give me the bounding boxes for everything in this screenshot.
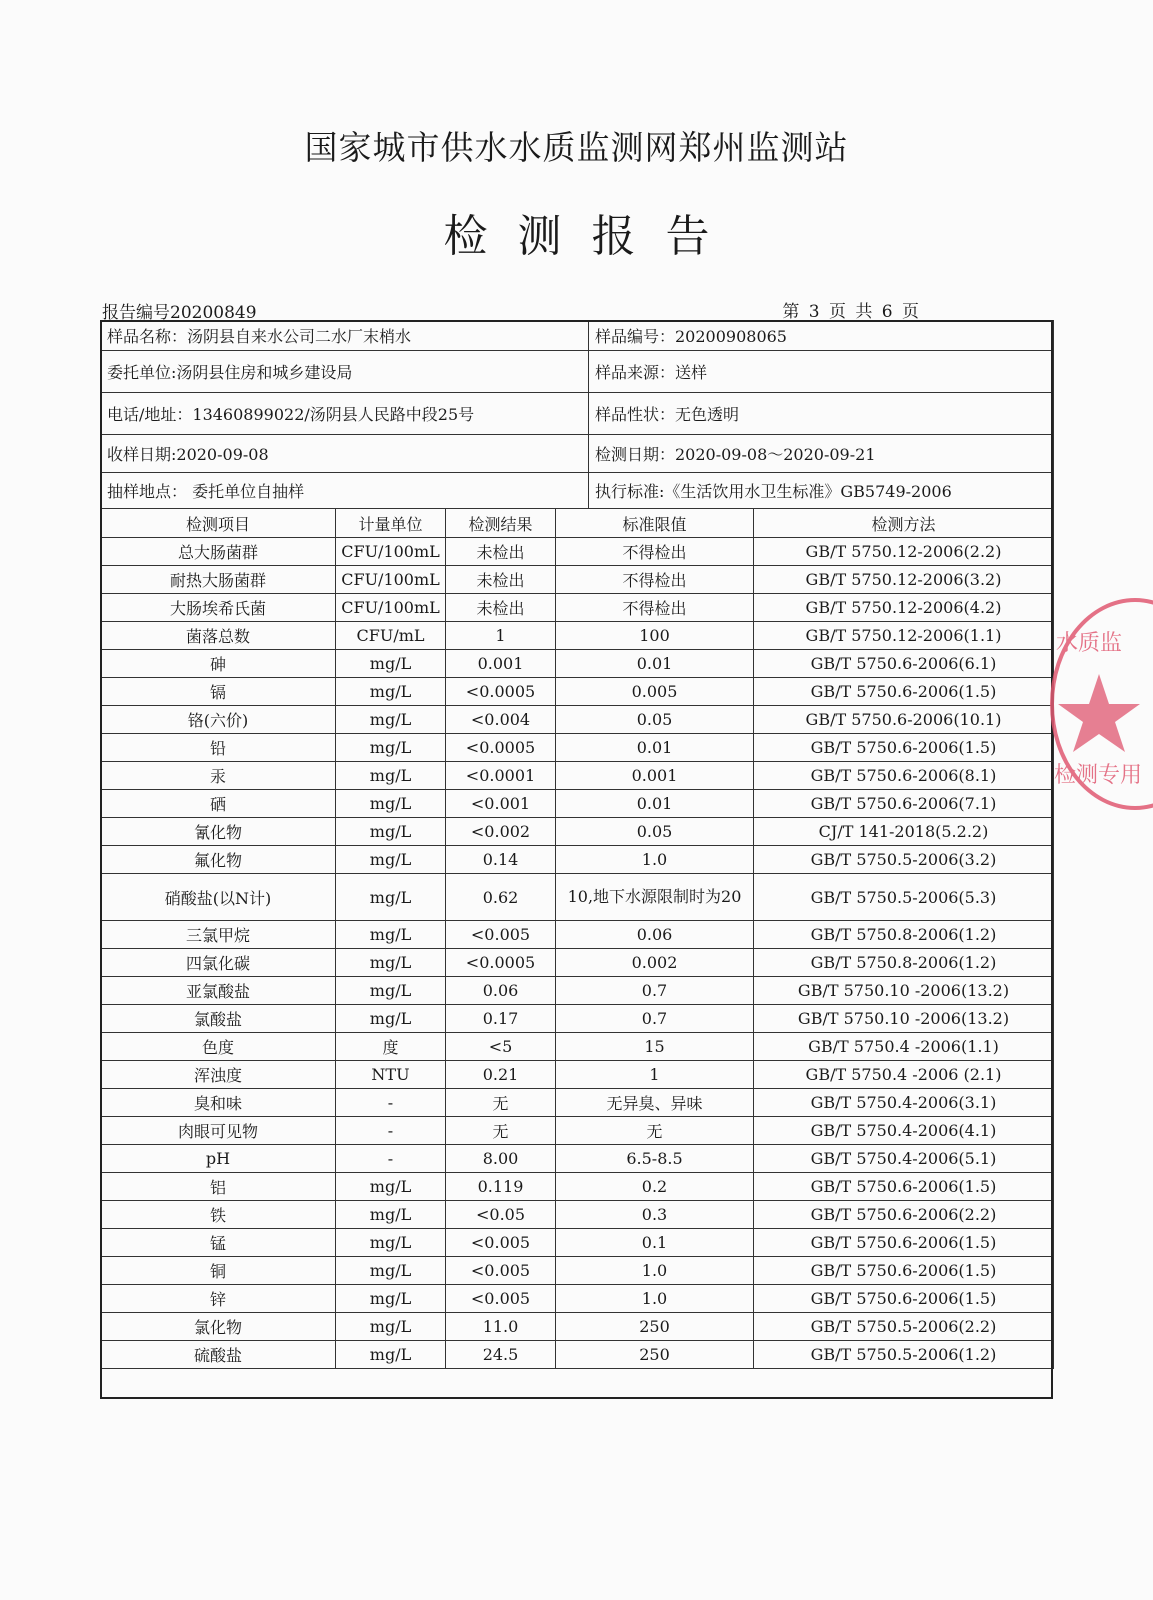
item-name: 菌落总数	[101, 622, 336, 650]
result: 0.62	[446, 874, 556, 921]
method: GB/T 5750.6-2006(7.1)	[754, 790, 1054, 818]
unit: mg/L	[336, 921, 446, 949]
limit: 0.005	[556, 678, 754, 706]
unit: mg/L	[336, 977, 446, 1005]
item-name: 铬(六价)	[101, 706, 336, 734]
item-name: 肉眼可见物	[101, 1117, 336, 1145]
limit: 不得检出	[556, 594, 754, 622]
limit: 0.7	[556, 1005, 754, 1033]
item-name: 镉	[101, 678, 336, 706]
item-name: 色度	[101, 1033, 336, 1061]
method: GB/T 5750.8-2006(1.2)	[754, 921, 1054, 949]
method: GB/T 5750.4 -2006(1.1)	[754, 1033, 1054, 1061]
contact: 电话/地址：13460899022/汤阴县人民路中段25号	[101, 393, 589, 435]
limit: 0.01	[556, 790, 754, 818]
sample-source: 样品来源：送样	[589, 351, 1054, 393]
result: <5	[446, 1033, 556, 1061]
item-name: pH	[101, 1145, 336, 1173]
result: 未检出	[446, 538, 556, 566]
result: 0.001	[446, 650, 556, 678]
limit: 0.05	[556, 706, 754, 734]
item-name: 氯化物	[101, 1313, 336, 1341]
result: 1	[446, 622, 556, 650]
item-name: 硒	[101, 790, 336, 818]
result: 无	[446, 1089, 556, 1117]
limit: 1.0	[556, 846, 754, 874]
header-result: 检测结果	[446, 509, 556, 538]
item-name: 锰	[101, 1229, 336, 1257]
item-name: 氟化物	[101, 846, 336, 874]
result: <0.004	[446, 706, 556, 734]
unit: mg/L	[336, 762, 446, 790]
standard: 执行标准:《生活饮用水卫生标准》GB5749-2006	[589, 473, 1054, 509]
result: <0.05	[446, 1201, 556, 1229]
unit: CFU/100mL	[336, 566, 446, 594]
unit: mg/L	[336, 1005, 446, 1033]
item-name: 砷	[101, 650, 336, 678]
result: 24.5	[446, 1341, 556, 1369]
method: GB/T 5750.6-2006(8.1)	[754, 762, 1054, 790]
method: GB/T 5750.4-2006(4.1)	[754, 1117, 1054, 1145]
item-name: 臭和味	[101, 1089, 336, 1117]
method: GB/T 5750.6-2006(1.5)	[754, 1229, 1054, 1257]
limit: 250	[556, 1341, 754, 1369]
limit: 250	[556, 1313, 754, 1341]
client: 委托单位:汤阴县住房和城乡建设局	[101, 351, 589, 393]
limit: 100	[556, 622, 754, 650]
method: CJ/T 141-2018(5.2.2)	[754, 818, 1054, 846]
result: 11.0	[446, 1313, 556, 1341]
limit: 无	[556, 1117, 754, 1145]
result: <0.001	[446, 790, 556, 818]
header-method: 检测方法	[754, 509, 1054, 538]
method: GB/T 5750.6-2006(1.5)	[754, 734, 1054, 762]
unit: mg/L	[336, 1341, 446, 1369]
limit: 无异臭、异味	[556, 1089, 754, 1117]
method: GB/T 5750.6-2006(1.5)	[754, 1257, 1054, 1285]
item-name: 亚氯酸盐	[101, 977, 336, 1005]
unit: mg/L	[336, 790, 446, 818]
unit: mg/L	[336, 1257, 446, 1285]
result: <0.002	[446, 818, 556, 846]
item-name: 铁	[101, 1201, 336, 1229]
item-name: 硫酸盐	[101, 1341, 336, 1369]
sample-id: 样品编号：20200908065	[589, 321, 1054, 351]
item-name: 氰化物	[101, 818, 336, 846]
method: GB/T 5750.10 -2006(13.2)	[754, 977, 1054, 1005]
unit: 度	[336, 1033, 446, 1061]
sampling-site: 抽样地点： 委托单位自抽样	[101, 473, 589, 509]
method: GB/T 5750.5-2006(2.2)	[754, 1313, 1054, 1341]
sample-name: 样品名称：汤阴县自来水公司二水厂末梢水	[101, 321, 589, 351]
limit: 6.5-8.5	[556, 1145, 754, 1173]
unit: mg/L	[336, 734, 446, 762]
limit: 0.3	[556, 1201, 754, 1229]
unit: mg/L	[336, 1173, 446, 1201]
result: 0.119	[446, 1173, 556, 1201]
limit: 不得检出	[556, 538, 754, 566]
limit: 15	[556, 1033, 754, 1061]
result: 0.17	[446, 1005, 556, 1033]
unit: -	[336, 1145, 446, 1173]
unit: -	[336, 1089, 446, 1117]
result: 0.06	[446, 977, 556, 1005]
limit: 0.06	[556, 921, 754, 949]
limit: 0.001	[556, 762, 754, 790]
item-name: 铅	[101, 734, 336, 762]
unit: mg/L	[336, 846, 446, 874]
limit: 1.0	[556, 1285, 754, 1313]
result: <0.005	[446, 1229, 556, 1257]
method: GB/T 5750.6-2006(2.2)	[754, 1201, 1054, 1229]
result: 0.21	[446, 1061, 556, 1089]
unit: mg/L	[336, 1201, 446, 1229]
header-unit: 计量单位	[336, 509, 446, 538]
unit: mg/L	[336, 949, 446, 977]
method: GB/T 5750.5-2006(3.2)	[754, 846, 1054, 874]
limit: 不得检出	[556, 566, 754, 594]
unit: mg/L	[336, 1229, 446, 1257]
star-icon	[1054, 602, 1153, 814]
report-title: 检测报告	[443, 211, 740, 262]
result: <0.0005	[446, 678, 556, 706]
unit: -	[336, 1117, 446, 1145]
item-name: 氯酸盐	[101, 1005, 336, 1033]
item-name: 四氯化碳	[101, 949, 336, 977]
method: GB/T 5750.5-2006(1.2)	[754, 1341, 1054, 1369]
method: GB/T 5750.6-2006(1.5)	[754, 1173, 1054, 1201]
unit: CFU/mL	[336, 622, 446, 650]
result: 未检出	[446, 566, 556, 594]
unit: CFU/100mL	[336, 538, 446, 566]
unit: mg/L	[336, 650, 446, 678]
method: GB/T 5750.6-2006(1.5)	[754, 1285, 1054, 1313]
method: GB/T 5750.5-2006(5.3)	[754, 874, 1054, 921]
item-name: 浑浊度	[101, 1061, 336, 1089]
item-name: 铝	[101, 1173, 336, 1201]
header-limit: 标准限值	[556, 509, 754, 538]
unit: mg/L	[336, 1285, 446, 1313]
limit: 0.01	[556, 650, 754, 678]
method: GB/T 5750.4 -2006 (2.1)	[754, 1061, 1054, 1089]
result: <0.0005	[446, 734, 556, 762]
result: <0.005	[446, 1257, 556, 1285]
item-name: 锌	[101, 1285, 336, 1313]
method: GB/T 5750.6-2006(6.1)	[754, 650, 1054, 678]
receive-date: 收样日期:2020-09-08	[101, 435, 589, 473]
method: GB/T 5750.12-2006(3.2)	[754, 566, 1054, 594]
result: 0.14	[446, 846, 556, 874]
limit: 0.05	[556, 818, 754, 846]
limit: 1.0	[556, 1257, 754, 1285]
unit: mg/L	[336, 874, 446, 921]
limit: 0.7	[556, 977, 754, 1005]
result: 未检出	[446, 594, 556, 622]
item-name: 汞	[101, 762, 336, 790]
table-border	[100, 320, 1053, 1399]
result: 无	[446, 1117, 556, 1145]
result: <0.005	[446, 921, 556, 949]
unit: mg/L	[336, 818, 446, 846]
limit: 1	[556, 1061, 754, 1089]
svg-text:检测专用: 检测专用	[1054, 763, 1143, 788]
method: GB/T 5750.12-2006(4.2)	[754, 594, 1054, 622]
item-name: 耐热大肠菌群	[101, 566, 336, 594]
method: GB/T 5750.6-2006(10.1)	[754, 706, 1054, 734]
method: GB/T 5750.4-2006(3.1)	[754, 1089, 1054, 1117]
item-name: 总大肠菌群	[101, 538, 336, 566]
method: GB/T 5750.12-2006(1.1)	[754, 622, 1054, 650]
result: <0.0005	[446, 949, 556, 977]
svg-text:水质监: 水质监	[1056, 631, 1123, 656]
header-item: 检测项目	[101, 509, 336, 538]
official-seal	[1050, 598, 1153, 810]
unit: mg/L	[336, 1313, 446, 1341]
item-name: 大肠埃希氏菌	[101, 594, 336, 622]
method: GB/T 5750.4-2006(5.1)	[754, 1145, 1054, 1173]
limit: 0.2	[556, 1173, 754, 1201]
item-name: 硝酸盐(以N计)	[101, 874, 336, 921]
limit: 0.1	[556, 1229, 754, 1257]
sample-state: 样品性状：无色透明	[589, 393, 1054, 435]
report-number: 报告编号20200849	[102, 303, 257, 323]
unit: NTU	[336, 1061, 446, 1089]
result: 8.00	[446, 1145, 556, 1173]
item-name: 三氯甲烷	[101, 921, 336, 949]
method: GB/T 5750.12-2006(2.2)	[754, 538, 1054, 566]
result: <0.0001	[446, 762, 556, 790]
item-name: 铜	[101, 1257, 336, 1285]
test-date: 检测日期：2020-09-08～2020-09-21	[589, 435, 1054, 473]
method: GB/T 5750.8-2006(1.2)	[754, 949, 1054, 977]
limit: 0.002	[556, 949, 754, 977]
method: GB/T 5750.10 -2006(13.2)	[754, 1005, 1054, 1033]
organization-title: 国家城市供水水质监测网郑州监测站	[304, 128, 849, 167]
unit: mg/L	[336, 706, 446, 734]
unit: mg/L	[336, 678, 446, 706]
limit: 0.01	[556, 734, 754, 762]
limit: 10,地下水源限制时为20	[556, 874, 754, 921]
page-number: 第 3 页 共 6 页	[782, 302, 921, 322]
result: <0.005	[446, 1285, 556, 1313]
unit: CFU/100mL	[336, 594, 446, 622]
method: GB/T 5750.6-2006(1.5)	[754, 678, 1054, 706]
